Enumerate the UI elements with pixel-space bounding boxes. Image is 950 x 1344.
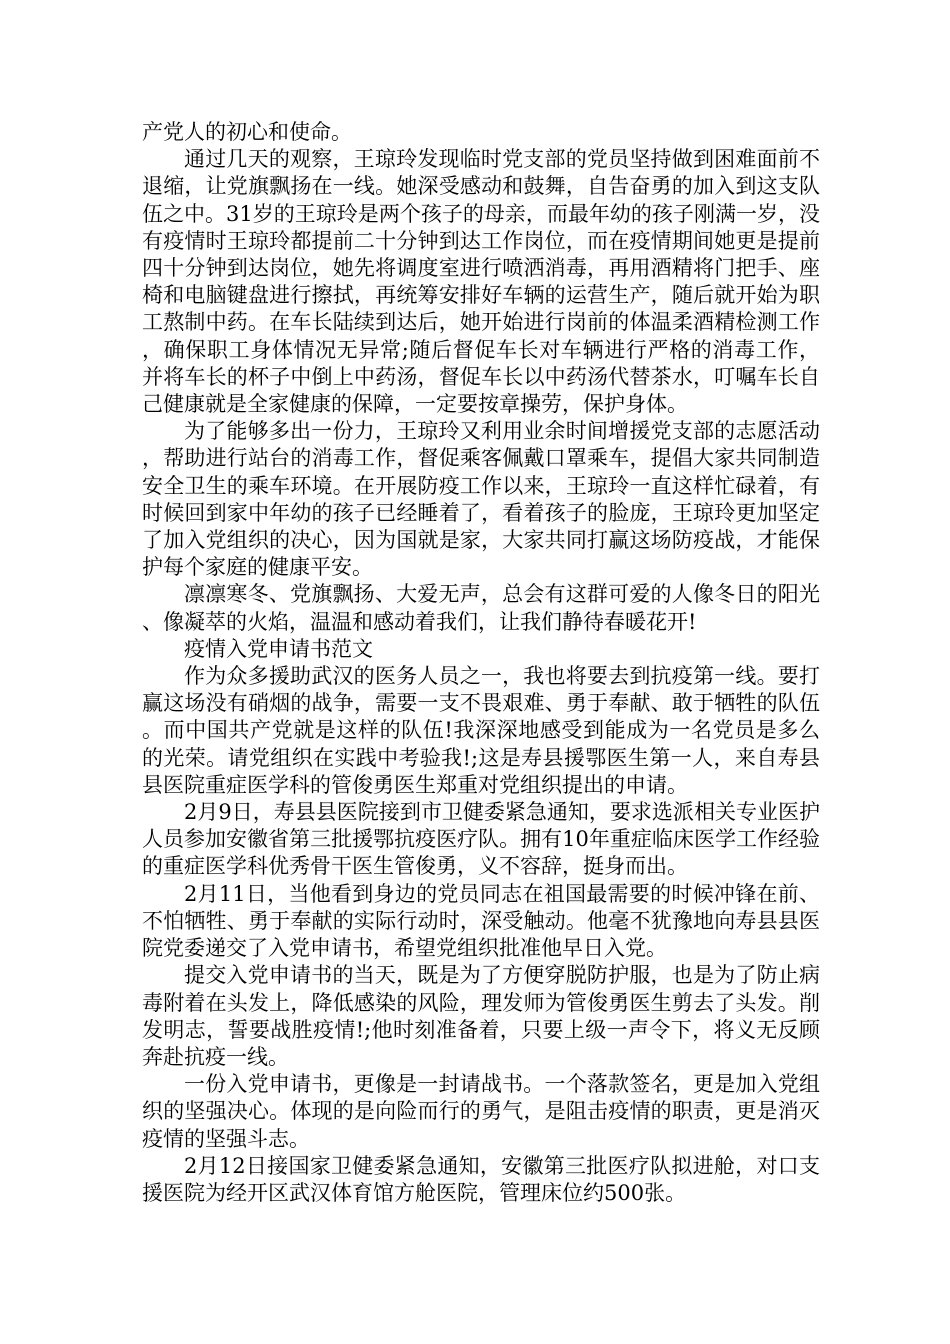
paragraph: 作为众多援助武汉的医务人员之一，我也将要去到抗疫第一线。要打赢这场没有硝烟的战争，需要一支不畏艰难、勇于奉献、敢于牺牲的队伍。而中国共产党就是这样的队伍!我深深地感受到能成为一名党员是多么的光荣。请党组织在实践中考验我!;这是寿县援鄂医生第一人，来自寿县县医院重症医学科的管俊勇医生郑重对党组织提出的申请。 [142,664,820,797]
paragraph: 提交入党申请书的当天，既是为了方便穿脱防护服，也是为了防止病毒附着在头发上，降低感染的风险，理发师为管俊勇医生剪去了头发。削发明志，誓要战胜疫情!;他时刻准备着，只要上级一声令下，将义无反顾奔赴抗疫一线。 [142,963,820,1069]
paragraph: 2月12日接国家卫健委紧急通知，安徽第三批医疗队拟进舱，对口支援医院为经开区武汉体育馆方舱医院，管理床位约500张。 [142,1153,820,1205]
paragraph: 产党人的初心和使命。 [142,120,352,144]
document-body [142,119,820,1207]
paragraph: 凛凛寒冬、党旗飘扬、大爱无声，总会有这群可爱的人像冬日的阳光、像凝萃的火焰，温温和感动着我们，让我们静待春暖花开! [142,582,820,634]
paragraph: 一份入党申请书，更像是一封请战书。一个落款签名，更是加入党组织的坚强决心。体现的是向险而行的勇气，是阻击疫情的职责，更是消灭疫情的坚强斗志。 [142,1072,820,1151]
paragraph: 为了能够多出一份力，王琼玲又利用业余时间增援党支部的志愿活动，帮助进行站台的消毒工作，督促乘客佩戴口罩乘车，提倡大家共同制造安全卫生的乘车环境。在开展防疫工作以来，王琼玲一直这样忙碌着，有时候回到家中年幼的孩子已经睡着了，看着孩子的脸庞，王琼玲更加坚定了加入党组织的决心，因为国就是家，大家共同打赢这场防疫战，才能保护每个家庭的健康平安。 [142,419,820,580]
section-heading: 疫情入党申请书范文 [184,636,373,661]
paragraph: 2月9日，寿县县医院接到市卫健委紧急通知，要求选派相关专业医护人员参加安徽省第三批援鄂抗疫医疗队。拥有10年重症临床医学工作经验的重症医学科优秀骨干医生管俊勇，义不容辞，挺身而出。 [142,800,820,879]
paragraph: 2月11日，当他看到身边的党员同志在祖国最需要的时候冲锋在前、不怕牺牲、勇于奉献的实际行动时，深受触动。他毫不犹豫地向寿县县医院党委递交了入党申请书，希望党组织批准他早日入党。 [142,881,820,961]
paragraph: 通过几天的观察，王琼玲发现临时党支部的党员坚持做到困难面前不退缩，让党旗飘扬在一线。她深受感动和鼓舞，自告奋勇的加入到这支队伍之中。31岁的王琼玲是两个孩子的母亲，而最年幼的孩子刚满一岁，没有疫情时王琼玲都提前二十分钟到达工作岗位，而在疫情期间她更是提前四十分钟到达岗位，她先将调度室进行喷洒消毒，再用酒精将门把手、座椅和电脑键盘进行擦拭，再统筹安排好车辆的运营生产，随后就开始为职工熬制中药。在车长陆续到达后，她开始进行岗前的体温柔酒精检测工作，确保职工身体情况无异常;随后督促车长对车辆进行严格的消毒工作，并将车长的杯子中倒上中药汤，督促车长以中药汤代替茶水，叮嘱车长自己健康就是全家健康的保障，一定要按章操劳，保护身体。 [142,147,820,417]
